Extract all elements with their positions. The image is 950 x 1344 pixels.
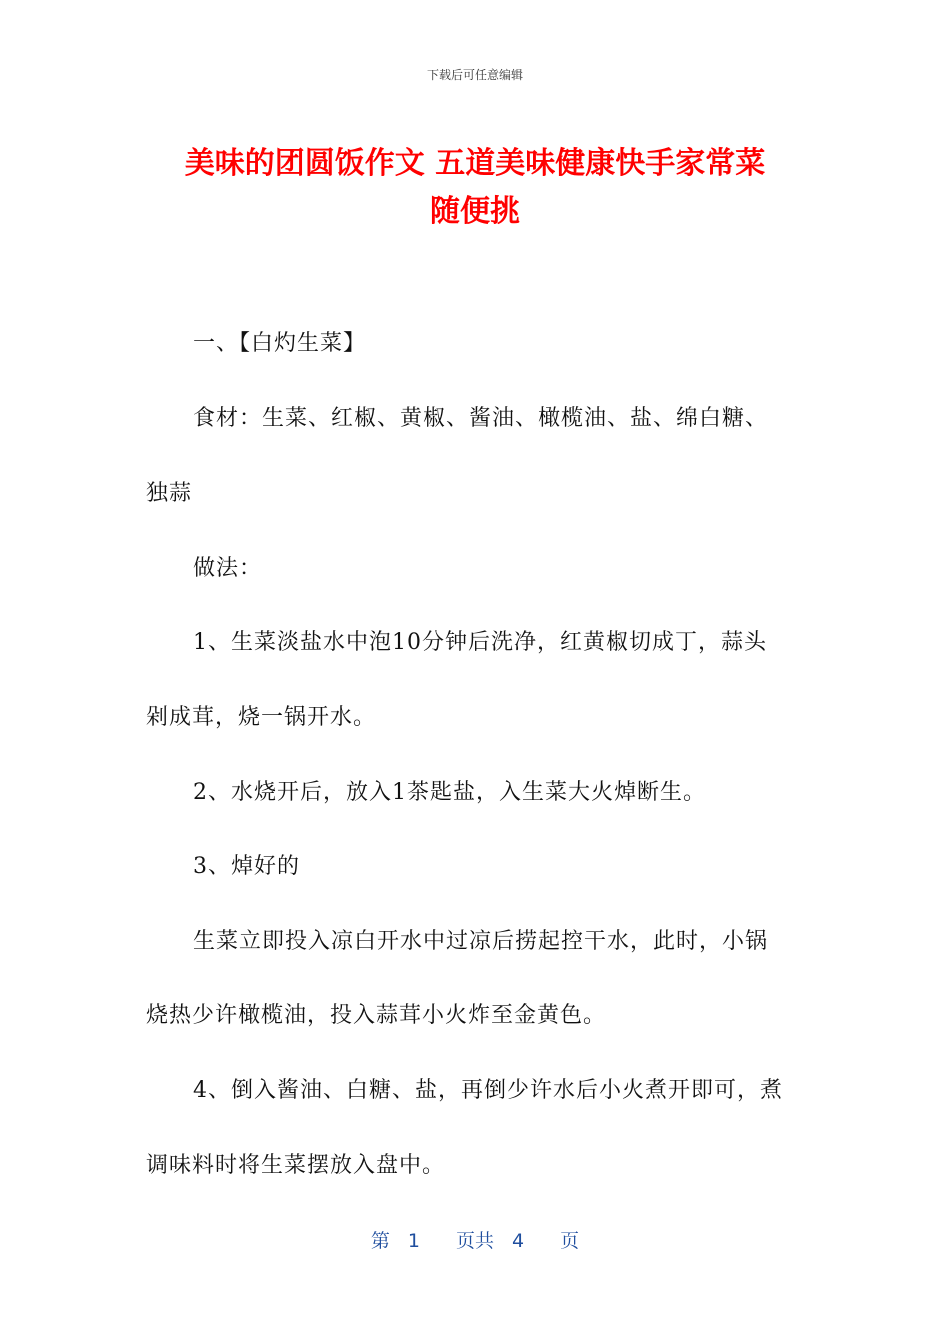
- step3b-line-2: 烧热少许橄榄油，投入蒜茸小火炸至金黄色。: [146, 1003, 607, 1028]
- step3b-line-1: 生菜立即投入凉白开水中过凉后捞起控干水，此时，小锅: [193, 929, 769, 954]
- ingredients-line-1: 食材：生菜、红椒、黄椒、酱油、橄榄油、盐、绵白糖、: [193, 406, 769, 431]
- footer-suffix: 页: [560, 1230, 580, 1252]
- document-title: [140, 140, 810, 236]
- step4-line-2: 调味料时将生菜摆放入盘中。: [146, 1153, 446, 1178]
- title-line-1: 美味的团圆饭作文 五道美味健康快手家常菜: [184, 146, 766, 181]
- ingredients-line-2: 独蒜: [146, 481, 193, 506]
- header-note: 下载后可任意编辑: [426, 68, 523, 82]
- step3: 3、焯好的: [193, 854, 300, 879]
- page-footer: [0, 1226, 950, 1253]
- footer-page-number: 1: [407, 1230, 420, 1252]
- step4-line-1: 4、倒入酱油、白糖、盐，再倒少许水后小火煮开即可，煮: [193, 1078, 783, 1103]
- section-heading: 一、【白灼生菜】: [193, 331, 367, 356]
- method-label: 做法：: [193, 556, 263, 581]
- title-line-2: 随便挑: [430, 194, 520, 229]
- footer-middle: 页共: [455, 1230, 494, 1252]
- step1-line-2: 剁成茸，烧一锅开水。: [146, 705, 377, 730]
- step2: 2、水烧开后，放入1茶匙盐，入生菜大火焯断生。: [193, 780, 706, 805]
- footer-total-pages: 4: [512, 1230, 525, 1252]
- step1-line-1: 1、生菜淡盐水中泡10分钟后洗净，红黄椒切成丁，蒜头: [193, 630, 767, 655]
- footer-prefix: 第: [370, 1230, 390, 1252]
